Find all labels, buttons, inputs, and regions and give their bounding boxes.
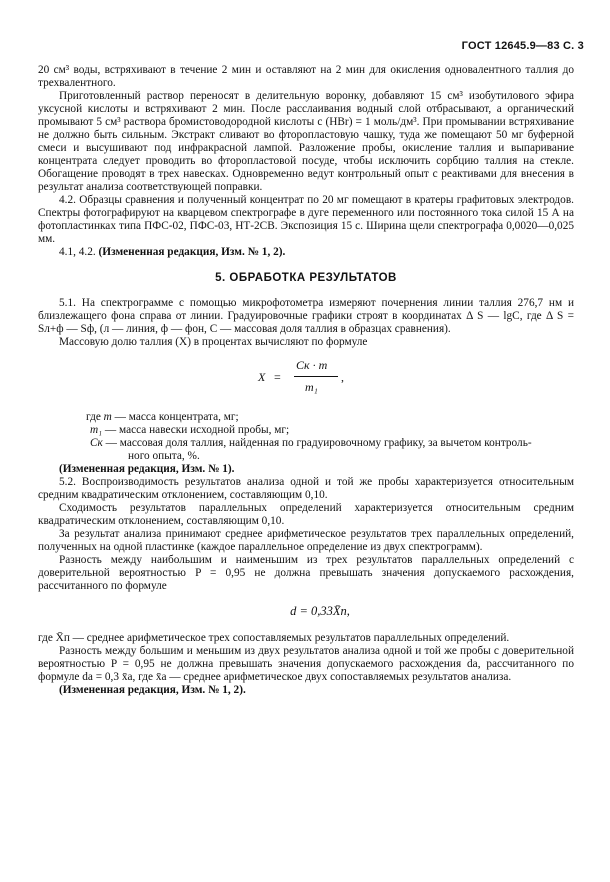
page-header: ГОСТ 12645.9—83 С. 3 xyxy=(461,40,584,52)
definition-text: — масса навески исходной пробы, мг; xyxy=(104,424,290,436)
formula-denominator: m₁ xyxy=(305,380,318,394)
fraction-bar xyxy=(294,376,338,377)
formula-numerator: Cк · m xyxy=(296,358,328,372)
definition-symbol: m₁ xyxy=(90,424,103,436)
definition-continuation: ного опыта, %. xyxy=(128,450,200,462)
amendment-note-4 xyxy=(38,246,574,259)
paragraph-4-2: 4.2. Образцы сравнения и полученный концентрат по 20 мг помещают в кратеры графитовых электродов. Спектры фотографируют на кварцевом спектрографе в дуге переменного или постоянного тока силой 15 А на фотопластинках типа ПФС-02, ПФС-03, НТ-2СВ. Экспозиция 15 с. Ширина щели спектрографа 0,0020—0,025 мм. xyxy=(38,194,574,245)
formula-tolerance: d = 0,33X̄п, xyxy=(290,604,350,618)
paragraph-xbar-definition: где X̄п — среднее арифметическое трех сопоставляемых результатов параллельных определений. xyxy=(38,632,510,644)
paragraph-5-2: 5.2. Воспроизводимость результатов анализа одной и той же пробы характеризуется относительным средним квадратическим отклонением, составляющим 0,10. xyxy=(38,476,574,501)
formula-lhs: X xyxy=(258,370,266,384)
definition-row xyxy=(68,424,574,437)
definition-text: — масса концентрата, мг; xyxy=(114,411,239,423)
paragraph-difference-parallel: Разность между наибольшим и наименьшим из трех результатов параллельных определений с доверительной вероятностью P = 0,95 не должна превышать значения допускаемого расхождения, рассчитанного по формуле xyxy=(38,554,574,592)
paragraph-convergence: Сходимость результатов параллельных определений характеризуется относительным средним квадратическим отклонением, составляющим 0,10. xyxy=(38,502,574,527)
section-title: 5. ОБРАБОТКА РЕЗУЛЬТАТОВ xyxy=(215,272,397,284)
paragraph-5-1-formula-intro: Массовую долю таллия (X) в процентах вычисляют по формуле xyxy=(59,336,368,348)
paragraph-extraction: Приготовленный раствор переносят в делительную воронку, добавляют 15 см³ изобутилового эфира уксусной кислоты и встряхивают 2 мин. После расслаивания водный слой отбрасывают, а органический промывают 5 см³ раствора бромистоводородной кислоты c (HBr) = 1 моль/дм³. При промывании встряхивание не должно быть сильным. Экстракт сливают во фторопластовую чашку, туда же помещают 50 мг буферной смеси и высушивают под инфракрасной лампой. Разложение пробы, окисление таллия и выпаривание концентрата следует проводить во фторопластовой посуде, чтобы исключить сорбцию таллия на стекле. Обогащение проводят в трех навесках. Одновременно ведут контрольный опыт с реактивами для внесения в результат анализа соответствующей поправки. xyxy=(38,90,574,193)
formula-comma: , xyxy=(341,370,344,384)
formula-equals: = xyxy=(274,370,281,384)
formula-mass-fraction xyxy=(38,355,574,401)
paragraph-result: За результат анализа принимают среднее арифметическое результатов трех параллельных определений, полученных на одной пластинке (каждое параллельное определение из двух спектрограмм). xyxy=(38,528,574,553)
paragraph-5-1: 5.1. На спектрограмме с помощью микрофотометра измеряют почернения линии таллия 276,7 нм и близлежащего фона справа от линии. Градуировочные графики строят в координатах Δ S — lgC, где Δ S = Sл+ф — Sф, (л — линия, ф — фон, C — массовая доля таллия в образцах сравнения). xyxy=(38,297,574,335)
amendment-note-1: (Измененная редакция, Изм. № 1). xyxy=(59,463,235,475)
amendment-note-2: (Измененная редакция, Изм. № 1, 2). xyxy=(59,684,246,696)
definition-text: — массовая доля таллия, найденная по градуировочному графику, за вычетом контроль- xyxy=(105,437,532,449)
paragraph-continuation: 20 см³ воды, встряхивают в течение 2 мин и оставляют на 2 мин для окисления одновалентного таллия до трехвалентного. xyxy=(38,64,574,89)
paragraph-difference-analysis: Разность между большим и меньшим из двух результатов анализа одной и той же пробы с доверительной вероятностью P = 0,95 не должна превышать значения допускаемого расхождения dа, рассчитанного по формуле dа = 0,3 x̄а, где x̄а — среднее арифметическое двух сопоставляемых результатов анализа. xyxy=(38,645,574,683)
definition-row xyxy=(68,437,574,450)
amendment-label: (Измененная редакция, Изм. № 1, 2). xyxy=(98,246,286,258)
definition-symbol: Cк xyxy=(90,437,103,449)
definition-lead: где xyxy=(86,411,101,423)
document-body xyxy=(38,64,574,697)
amendment-ref: 4.1, 4.2. xyxy=(59,246,96,258)
definition-symbol: m xyxy=(103,411,112,423)
definition-row xyxy=(68,411,574,424)
definitions-list xyxy=(68,411,574,463)
